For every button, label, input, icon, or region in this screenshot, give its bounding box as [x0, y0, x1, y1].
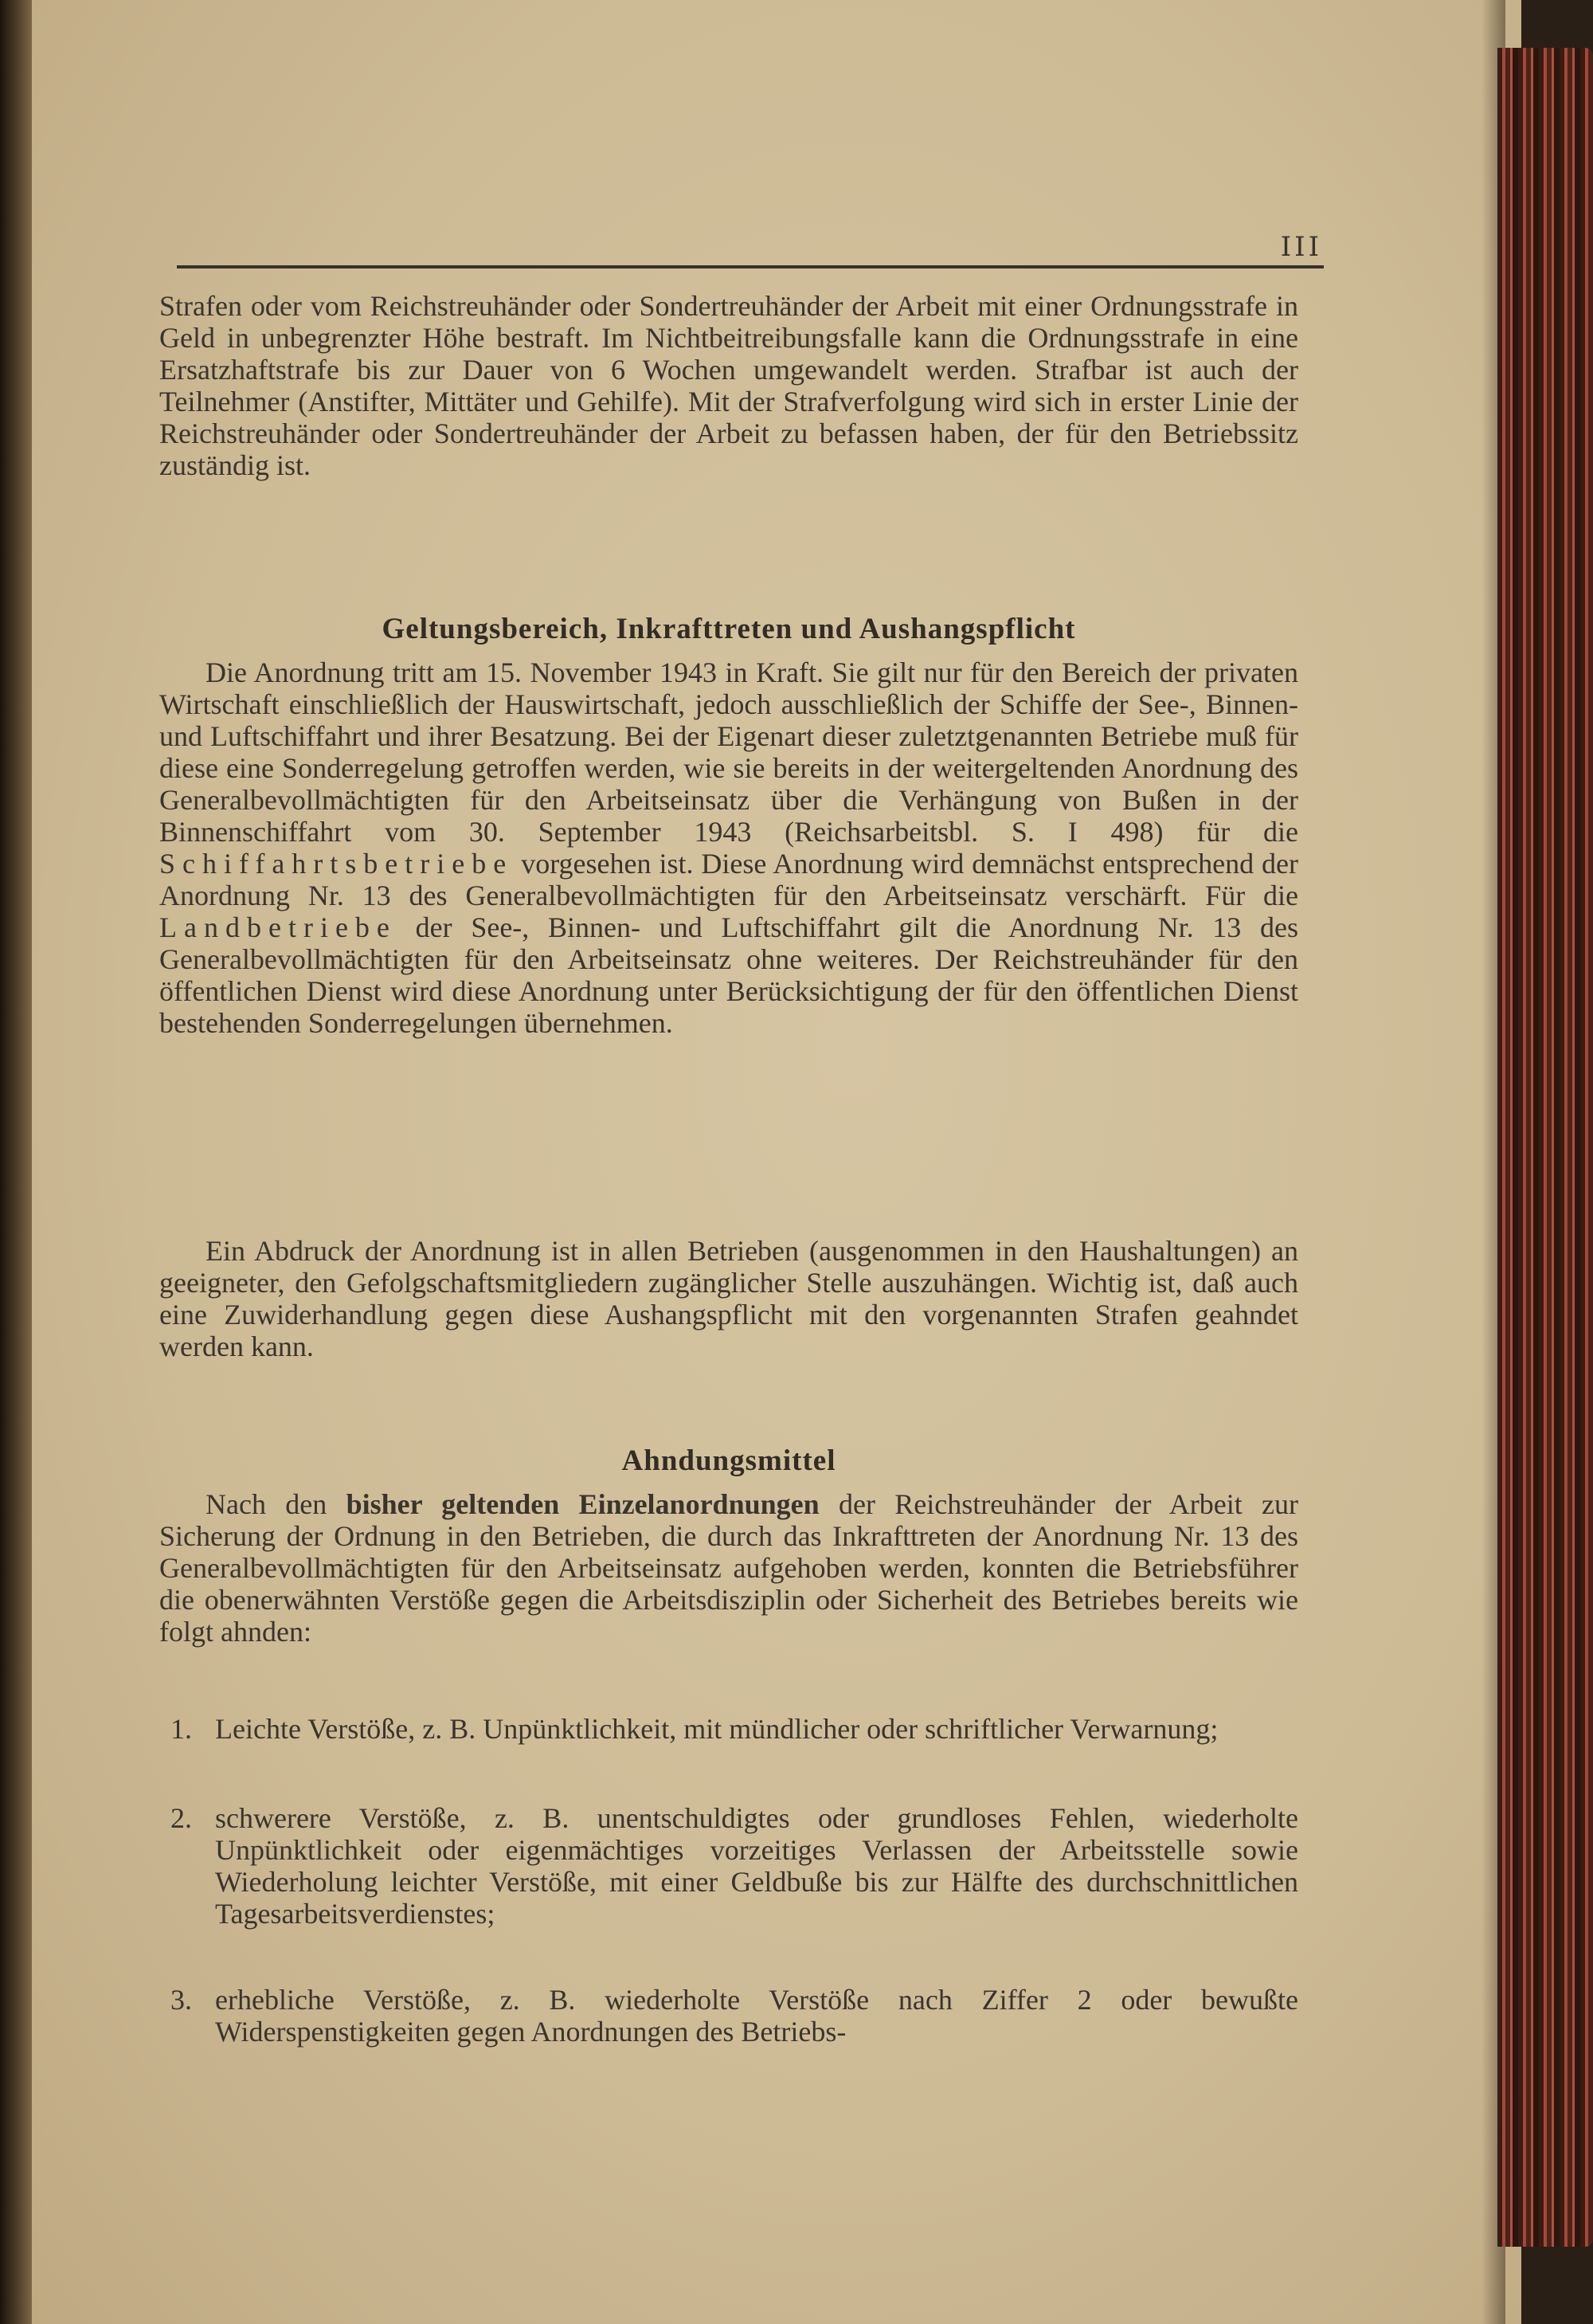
- list-item-3: [159, 1984, 1298, 2048]
- section2-p1-text-a: Nach den: [205, 1488, 327, 1520]
- section-heading-ahndungsmittel: Ahndungsmittel: [621, 1444, 836, 1477]
- list-item-2: [159, 1802, 1298, 1930]
- section2-paragraph-1: [159, 1488, 1298, 1648]
- list-item-1: [159, 1713, 1298, 1745]
- section1-paragraph-2: Ein Abdruck der Anordnung ist in allen Betrieben (ausgenommen in den Haushaltungen) an geeigneter, den Gefolgschaftsmitgliedern zugänglicher Stelle auszuhängen. Wichtig ist, daß auch eine Zuwiderhandlung gegen diese Aushangspflicht mit den vorgenannten Strafen geahndet werden kann.: [159, 1235, 1298, 1362]
- page-number: III: [1280, 231, 1322, 263]
- section1-p1-text-b: vorgesehen ist. Diese Anordnung wird demnächst entsprechend der Anordnung Nr. 13 des Generalbevollmächtigten für den Arbeitseinsatz verschärft. Für die: [159, 848, 1298, 911]
- section-heading-geltungsbereich: Geltungsbereich, Inkrafttreten und Aushangspflicht: [382, 613, 1076, 645]
- section1-p1-spaced-landbetriebe: Landbetriebe: [159, 911, 397, 943]
- section2-p1-text-b: der Reichstreuhänder der Arbeit zur Sicherung der Ordnung in den Betrieben, die durch das Inkrafttreten der Anordnung Nr. 13 des Generalbevollmächtigten für den Arbeitseinsatz aufgehoben werden, konnten die Betriebsführer die obenerwähnten Verstöße gegen die Arbeitsdisziplin oder Sicherheit des Betriebes bereits wie folgt ahnden:: [159, 1488, 1299, 1648]
- list-item-text: Leichte Verstöße, z. B. Unpünktlichkeit, mit mündlicher oder schriftlicher Verwarnung;: [215, 1713, 1219, 1745]
- section1-paragraph-1: [159, 656, 1298, 1039]
- list-item-number: 2.: [170, 1802, 192, 1834]
- section1-p1-text-a: Die Anordnung tritt am 15. November 1943 in Kraft. Sie gilt nur für den Bereich der privaten Wirtschaft einschließlich der Hauswirtschaft, jedoch ausschließlich der Schiffe der See-, Binnen- und Luftschiffahrt und ihrer Besatzung. Bei der Eigenart dieser zuletztgenannten Betriebe muß für diese eine Sonderregelung getroffen werden, wie sie bereits in der weitergeltenden Anordnung des Generalbevollmächtigten für den Arbeitseinsatz über die Verhängung von Bußen in der Binnenschiffahrt vom 30. September 1943 (Reichsarbeitsbl. S. I 498) für die: [159, 656, 1298, 848]
- section2-p1-bold: bisher geltenden Einzelanordnungen: [346, 1488, 820, 1520]
- book-page-edges: [1497, 48, 1593, 2247]
- header-rule: [177, 265, 1324, 268]
- list-item-text: erhebliche Verstöße, z. B. wiederholte Verstöße nach Ziffer 2 oder bewußte Widerspenstigkeiten gegen Anordnungen des Betriebs-: [215, 1984, 1298, 2048]
- section1-p1-spaced-schiffahrtsbetriebe: Schiffahrtsbetriebe: [159, 848, 514, 880]
- section1-p1-text-c: der See-, Binnen- und Luftschiffahrt gilt die Anordnung Nr. 13 des Generalbevollmächtigten für den Arbeitseinsatz ohne weiteres. Der Reichstreuhänder für den öffentlichen Dienst wird diese Anordnung unter Berücksichtigung der für den öffentlichen Dienst bestehenden Sonderregelungen übernehmen.: [159, 911, 1299, 1039]
- list-item-text: schwerere Verstöße, z. B. unentschuldigtes oder grundloses Fehlen, wiederholte Unpünktlichkeit oder eigenmächtiges vorzeitiges Verlassen der Arbeitsstelle sowie Wiederholung leichter Verstöße, mit einer Geldbuße bis zur Hälfte des durchschnittlichen Tagesarbeitsverdienstes;: [215, 1802, 1298, 1930]
- list-item-number: 3.: [170, 1984, 192, 2016]
- intro-paragraph: Strafen oder vom Reichstreuhänder oder Sondertreuhänder der Arbeit mit einer Ordnungsstrafe in Geld in unbegrenzter Höhe bestraft. Im Nichtbeitreibungsfalle kann die Ordnungsstrafe in eine Ersatzhaftstrafe bis zur Dauer von 6 Wochen umgewandelt werden. Strafbar ist auch der Teilnehmer (Anstifter, Mittäter und Gehilfe). Mit der Strafverfolgung wird sich in erster Linie der Reichstreuhänder oder Sondertreuhänder der Arbeit zu befassen haben, der für den Betriebssitz zuständig ist.: [159, 290, 1298, 481]
- list-item-number: 1.: [170, 1713, 192, 1745]
